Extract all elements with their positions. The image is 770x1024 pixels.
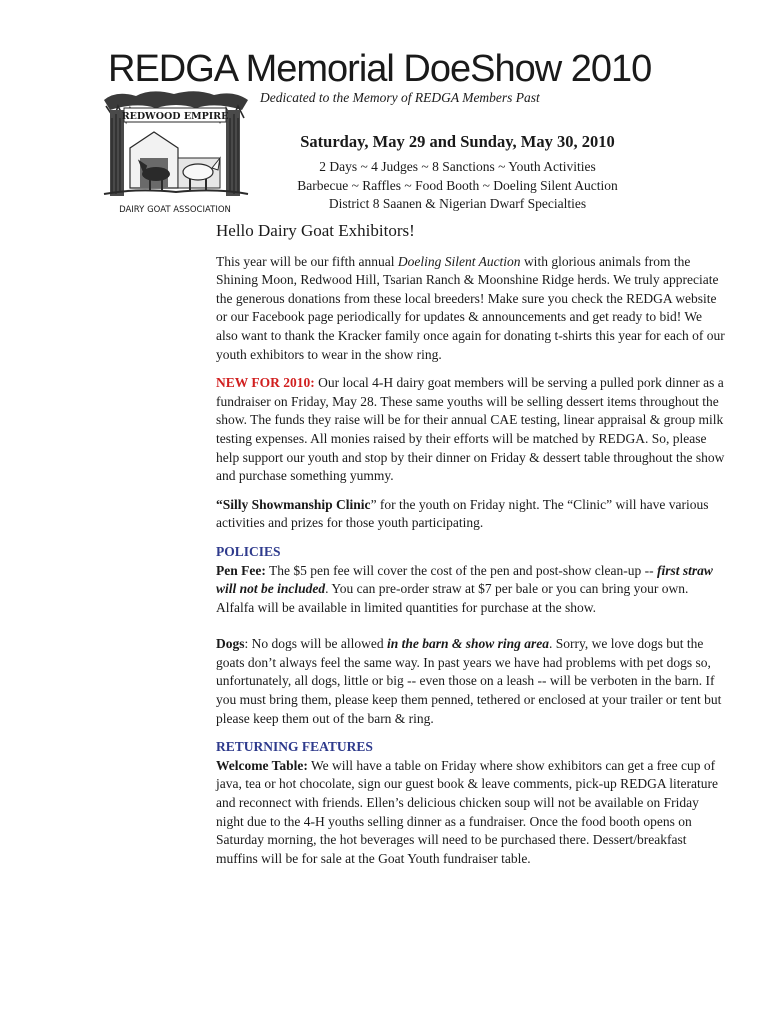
letter-body: [216, 222, 726, 878]
auction-name: Doeling Silent Auction: [397, 253, 521, 269]
pen-fee-paragraph: [216, 562, 726, 618]
pen-fee-label: Pen Fee:: [216, 562, 266, 578]
pen-fee-text-1: The $5 pen fee will cover the cost of the pen and post-show clean-up --: [265, 562, 657, 578]
new-for-2010-label: NEW FOR 2010:: [216, 375, 315, 391]
auction-paragraph: [216, 253, 726, 365]
logo-caption: DAIRY GOAT ASSOCIATION: [119, 205, 231, 215]
event-highlights-2: Barbecue ~ Raffles ~ Food Booth ~ Doeling Silent Auction: [297, 177, 618, 193]
pen-fee-text-2: . You can pre-order straw at $7 per bale or you can bring your own. Alfalfa will be available in limited quantities for purchase at the show.: [216, 581, 689, 615]
welcome-table-label: Welcome Table:: [216, 757, 308, 773]
event-dates: Saturday, May 29 and Sunday, May 30, 2010: [300, 132, 615, 151]
dogs-text-2: . Sorry, we love dogs but the goats don’t always feel the same way. In past years we have had problems with pet dogs so, unfortunately, all dogs, little or big -- even those on a leash -- will be verboten in the barn. If you must bring them, please keep them penned, tethered or enclosed at your trailer or tent but please keep them out of the barn & ring.: [216, 636, 722, 726]
policies-heading: POLICIES: [216, 543, 281, 559]
showmanship-text: ” for the youth on Friday night. The “Clinic” will have various activities and prizes for those youth participating.: [216, 496, 709, 531]
auction-text-1: This year will be our fifth annual: [216, 253, 398, 269]
new-for-2010-text: Our local 4-H dairy goat members will be serving a pulled pork dinner as a fundraiser on Friday, May 28. These same youths will be selling dessert items throughout the show. The funds they raise will be for their annual CAE testing, linear appraisal & group milk testing expenses. All monies raised by their efforts will be matched by REDGA. So, please help support our youth and stop by their dinner on Friday & dessert table throughout the show and purchase something yummy.: [216, 375, 725, 484]
event-header: [270, 132, 645, 214]
showmanship-title: “Silly Showmanship Clinic: [216, 496, 371, 512]
new-for-2010-paragraph: [216, 374, 726, 486]
page-title: REDGA Memorial DoeShow 2010: [108, 48, 652, 90]
dogs-label: Dogs: [216, 636, 245, 652]
welcome-table-paragraph: [216, 757, 726, 869]
auction-text-2: with glorious animals from the Shining Moon, Redwood Hill, Tsarian Ranch & Moonshine Ridge herds. We truly appreciate the generous donations from these local breeders! Make sure you check the REDGA website or our Facebook page periodically for updates & announcements and get ready to bid! We also want to thank the Kracker family once again for donating t-shirts this year for each of our youth exhibitors to wear in the show ring.: [216, 253, 725, 362]
pen-fee-emphasis: first straw will not be included: [216, 562, 713, 597]
event-highlights-3: District 8 Saanen & Nigerian Dwarf Specialties: [328, 196, 587, 211]
logo-banner-text: REDWOOD EMPIRE: [121, 111, 229, 122]
returning-features-heading: RETURNING FEATURES: [216, 739, 373, 755]
showmanship-paragraph: [216, 496, 726, 533]
dogs-text-1: : No dogs will be allowed: [244, 636, 387, 652]
dedication-line: Dedicated to the Memory of REDGA Members Past: [260, 90, 540, 105]
welcome-table-text: We will have a table on Friday where show exhibitors can get a free cup of java, tea or hot chocolate, sign our guest book & leave comments, pick-up REDGA literature and reconnect with friends. Ellen’s delicious chicken soup will not be available on Friday night due to the 4-H youths selling dinner as a fundraiser. Once the food booth opens on Saturday morning, the hot beverages will need to be purchased there. Dessert/breakfast muffins will be for sale at the Goat Youth fundraiser table.: [216, 757, 718, 866]
dogs-emphasis: in the barn & show ring area: [387, 636, 550, 652]
redga-logo: [96, 88, 254, 216]
dogs-paragraph: [216, 635, 726, 728]
event-highlights-1: 2 Days ~ 4 Judges ~ 8 Sanctions ~ Youth Activities: [319, 159, 596, 174]
greeting: Hello Dairy Goat Exhibitors!: [216, 221, 415, 240]
